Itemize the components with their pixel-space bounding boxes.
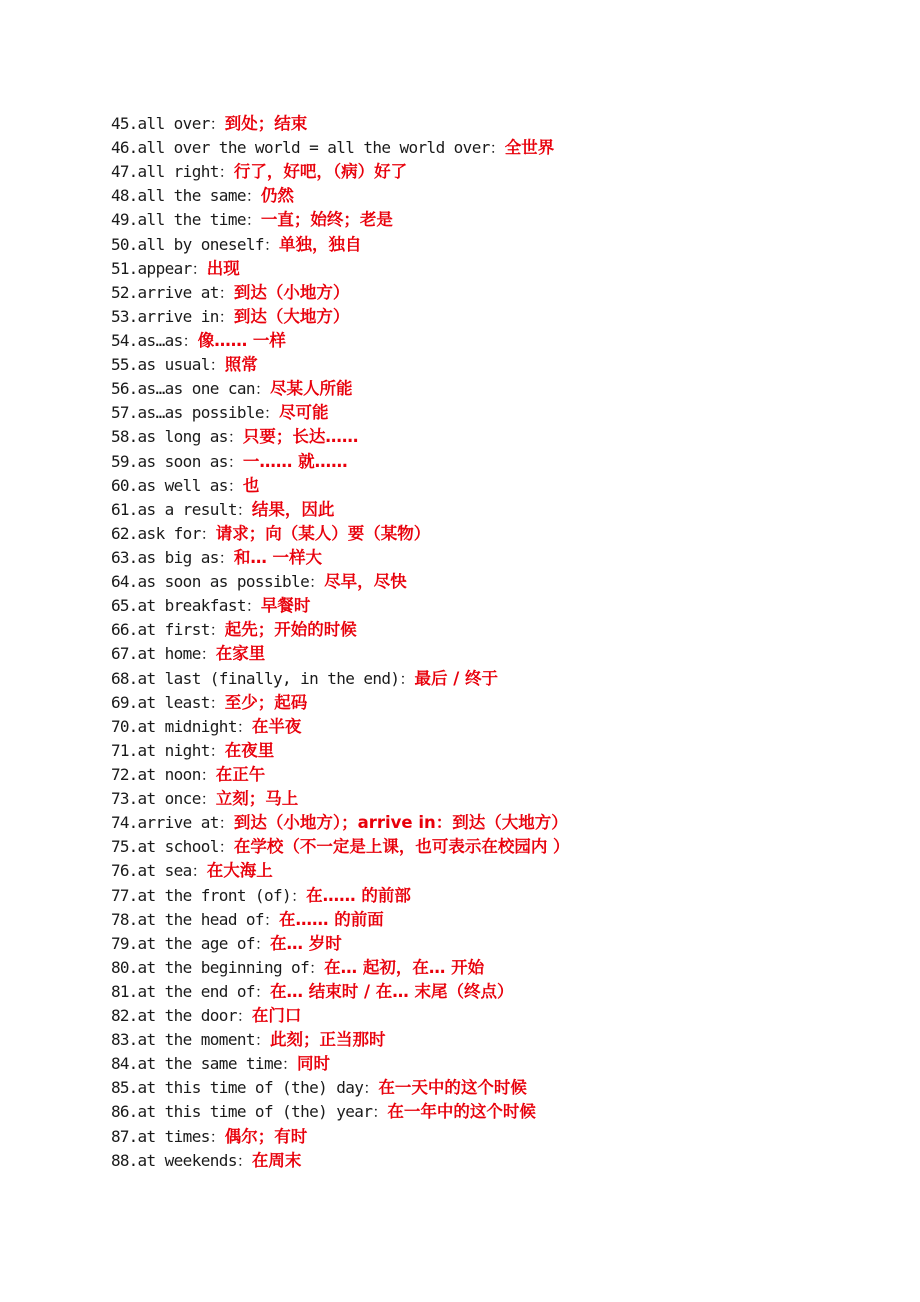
separator: ： [182,331,198,350]
chinese-meaning: 全世界 [504,138,555,158]
english-phrase: at school [137,837,219,857]
separator: ： [200,790,216,809]
english-phrase: as…as one can [137,379,255,399]
separator: ： [209,115,225,133]
separator: ： [200,524,216,543]
separator: ： [489,139,505,158]
chinese-meaning: 一…… 就…… [242,451,348,471]
separator: ： [309,958,325,977]
entry-number: 59. [111,451,138,471]
chinese-meaning: 尽可能 [278,403,329,423]
english-phrase: at the moment [137,1030,255,1050]
chinese-meaning: 在半夜 [251,716,302,736]
phrase-entry [111,233,891,257]
chinese-meaning: 尽某人所能 [269,379,353,399]
english-phrase: all over the world = all the world over [137,138,490,158]
entry-number: 62. [111,523,138,543]
english-phrase: at the beginning of [137,957,310,977]
phrase-entry [111,859,891,883]
entry-number: 57. [111,403,138,423]
entry-number: 49. [111,210,138,230]
entry-number: 82. [111,1006,138,1026]
entry-number: 79. [111,933,138,953]
entry-number: 71. [111,740,138,760]
entry-number: 46. [111,138,138,158]
phrase-entry [111,377,891,401]
entry-number: 76. [111,861,138,881]
separator: ： [245,187,261,206]
chinese-meaning: 尽早，尽快 [324,572,407,592]
entry-number: 77. [111,885,138,905]
english-phrase: at sea [137,861,192,881]
chinese-meaning: 在门口 [251,1006,302,1026]
phrase-entry [111,956,891,980]
chinese-meaning: 在一年中的这个时候 [387,1102,536,1122]
phrase-entry [111,980,891,1004]
separator: ： [200,645,216,664]
entry-number: 65. [111,596,138,616]
entry-number: 56. [111,379,138,399]
english-phrase: at the front (of) [137,885,292,905]
phrase-entry [111,642,891,666]
english-phrase: as long as [137,427,228,447]
chinese-meaning: 在… 岁时 [269,933,342,953]
chinese-meaning: 到达（小地方） [233,282,350,302]
separator: ： [236,500,252,519]
entry-number: 45. [111,114,138,133]
english-phrase: at the door [137,1006,237,1026]
phrase-entry [111,160,891,184]
phrase-entry [111,787,891,811]
entry-number: 48. [111,186,138,206]
english-phrase: as soon as [137,451,228,471]
chinese-meaning: 到达（小地方）；arrive in：到达（大地方） [233,813,568,833]
entry-number: 47. [111,162,138,182]
english-phrase: as big as [137,547,219,567]
english-phrase: at the end of [137,981,255,1001]
separator: ： [254,380,270,399]
phrase-entry [111,1004,891,1028]
entry-number: 58. [111,427,138,447]
phrase-entry [111,208,891,232]
separator: ： [245,597,261,616]
chinese-meaning: 仍然 [260,186,294,206]
phrase-list [111,112,891,1173]
english-phrase: at this time of (the) day [137,1078,364,1098]
english-phrase: at the head of [137,909,264,929]
chinese-meaning: 也 [242,475,260,495]
entry-number: 54. [111,330,138,350]
english-phrase: all by oneself [137,234,264,254]
separator: ： [236,1007,252,1026]
entry-number: 83. [111,1030,138,1050]
entry-number: 53. [111,306,138,326]
chinese-meaning: 在… 起初，在… 开始 [324,957,485,977]
english-phrase: at least [137,692,210,712]
english-phrase: at this time of (the) year [137,1102,373,1122]
chinese-meaning: 到达（大地方） [233,306,350,326]
phrase-entry [111,884,891,908]
separator: ： [209,1127,225,1146]
phrase-entry [111,450,891,474]
english-phrase: as usual [137,355,210,375]
chinese-meaning: 到处；结束 [224,114,308,133]
english-phrase: all the same [137,186,246,206]
entry-number: 81. [111,981,138,1001]
separator: ： [236,717,252,736]
entry-number: 86. [111,1102,138,1122]
english-phrase: at once [137,789,201,809]
phrase-entry [111,763,891,787]
entry-number: 74. [111,813,138,833]
phrase-entry [111,1028,891,1052]
phrase-entry [111,112,891,136]
phrase-entry [111,546,891,570]
english-phrase: at first [137,620,210,640]
separator: ： [218,814,234,833]
separator: ： [218,307,234,326]
english-phrase: as well as [137,475,228,495]
entry-number: 78. [111,909,138,929]
chinese-meaning: 结果，因此 [251,499,335,519]
phrase-entry [111,1076,891,1100]
phrase-entry [111,667,891,691]
separator: ： [254,934,270,953]
phrase-entry [111,618,891,642]
separator: ： [209,693,225,712]
phrase-entry [111,594,891,618]
entry-number: 61. [111,499,138,519]
separator: ： [263,910,279,929]
phrase-entry [111,329,891,353]
english-phrase: at the age of [137,933,255,953]
separator: ： [209,741,225,760]
phrase-entry [111,715,891,739]
phrase-entry [111,353,891,377]
chinese-meaning: 早餐时 [260,596,311,616]
english-phrase: appear [137,258,192,278]
chinese-meaning: 起先；开始的时候 [224,620,357,640]
separator: ： [227,428,243,447]
entry-number: 64. [111,572,138,592]
chinese-meaning: 出现 [206,258,240,278]
phrase-entry [111,835,891,859]
english-phrase: arrive in [137,306,219,326]
phrase-entry [111,401,891,425]
entry-number: 67. [111,644,138,664]
phrase-entry [111,425,891,449]
separator: ： [218,838,234,857]
phrase-entry [111,691,891,715]
entry-number: 70. [111,716,138,736]
entry-number: 88. [111,1150,138,1170]
english-phrase: at noon [137,764,201,784]
chinese-meaning: 在周末 [251,1150,302,1170]
phrase-entry [111,305,891,329]
separator: ： [254,1031,270,1050]
separator: ： [209,621,225,640]
separator: ： [309,573,325,592]
chinese-meaning: 请求；向（某人）要（某物） [215,523,431,543]
separator: ： [200,765,216,784]
entry-number: 51. [111,258,138,278]
separator: ： [191,259,207,278]
english-phrase: at night [137,740,210,760]
phrase-entry [111,257,891,281]
entry-number: 52. [111,282,138,302]
chinese-meaning: 像…… 一样 [197,330,286,350]
english-phrase: arrive at [137,282,219,302]
english-phrase: at breakfast [137,596,246,616]
chinese-meaning: 在家里 [215,644,266,664]
separator: ： [227,476,243,495]
entry-number: 50. [111,234,138,254]
chinese-meaning: 最后 / 终于 [414,668,498,688]
phrase-entry [111,1149,891,1173]
entry-number: 85. [111,1078,138,1098]
entry-number: 80. [111,957,138,977]
entry-number: 60. [111,475,138,495]
separator: ： [363,1079,379,1098]
english-phrase: as a result [137,499,237,519]
chinese-meaning: 在夜里 [224,740,275,760]
separator: ： [372,1103,388,1122]
phrase-entry [111,281,891,305]
english-phrase: ask for [137,523,201,543]
chinese-meaning: 同时 [297,1054,331,1074]
separator: ： [191,862,207,881]
phrase-entry [111,570,891,594]
chinese-meaning: 和… 一样大 [233,547,323,567]
english-phrase: all the time [137,210,246,230]
phrase-entry [111,932,891,956]
entry-number: 63. [111,547,138,567]
chinese-meaning: 行了，好吧，（病）好了 [233,162,408,182]
chinese-meaning: 在正午 [215,764,266,784]
phrase-entry [111,739,891,763]
separator: ： [245,211,261,230]
english-phrase: at midnight [137,716,237,736]
entry-number: 75. [111,837,138,857]
english-phrase: arrive at [137,813,219,833]
english-phrase: at last (finally, in the end) [137,668,400,688]
chinese-meaning: 在…… 的前面 [278,909,384,929]
chinese-meaning: 照常 [224,355,258,375]
phrase-entry [111,908,891,932]
english-phrase: all over [137,114,210,133]
chinese-meaning: 在大海上 [206,861,273,881]
chinese-meaning: 偶尔；有时 [224,1126,308,1146]
entry-number: 69. [111,692,138,712]
separator: ： [218,163,234,182]
english-phrase: as…as [137,330,183,350]
chinese-meaning: 在一天中的这个时候 [378,1078,527,1098]
phrase-entry [111,1100,891,1124]
separator: ： [218,283,234,302]
chinese-meaning: 在… 结束时 / 在… 末尾（终点） [269,981,514,1001]
chinese-meaning: 一直；始终；老是 [260,210,393,230]
chinese-meaning: 只要；长达…… [242,427,359,447]
entry-number: 87. [111,1126,138,1146]
separator: ： [218,548,234,567]
phrase-entry [111,184,891,208]
separator: ： [209,356,225,375]
english-phrase: at weekends [137,1150,237,1170]
separator: ： [236,1151,252,1170]
chinese-meaning: 立刻；马上 [215,789,299,809]
english-phrase: at home [137,644,201,664]
chinese-meaning: 在学校（不一定是上课，也可表示在校园内 ） [233,837,570,857]
chinese-meaning: 至少；起码 [224,692,308,712]
english-phrase: at times [137,1126,210,1146]
english-phrase: all right [137,162,219,182]
phrase-entry [111,136,891,160]
chinese-meaning: 在…… 的前部 [306,885,411,905]
entry-number: 72. [111,764,138,784]
english-phrase: at the same time [137,1054,283,1074]
phrase-entry [111,1052,891,1076]
separator: ： [291,886,307,905]
english-phrase: as…as possible [137,403,264,423]
entry-number: 55. [111,355,138,375]
entry-number: 68. [111,668,138,688]
entry-number: 73. [111,789,138,809]
phrase-entry [111,1125,891,1149]
phrase-entry [111,498,891,522]
separator: ： [254,982,270,1001]
english-phrase: as soon as possible [137,572,310,592]
entry-number: 84. [111,1054,138,1074]
phrase-entry [111,522,891,546]
phrase-entry [111,811,891,835]
chinese-meaning: 单独，独自 [278,234,362,254]
separator: ： [263,235,279,254]
chinese-meaning: 此刻；正当那时 [269,1030,386,1050]
phrase-entry [111,474,891,498]
separator: ： [399,669,415,688]
separator: ： [263,404,279,423]
entry-number: 66. [111,620,138,640]
separator: ： [282,1055,298,1074]
separator: ： [227,452,243,471]
